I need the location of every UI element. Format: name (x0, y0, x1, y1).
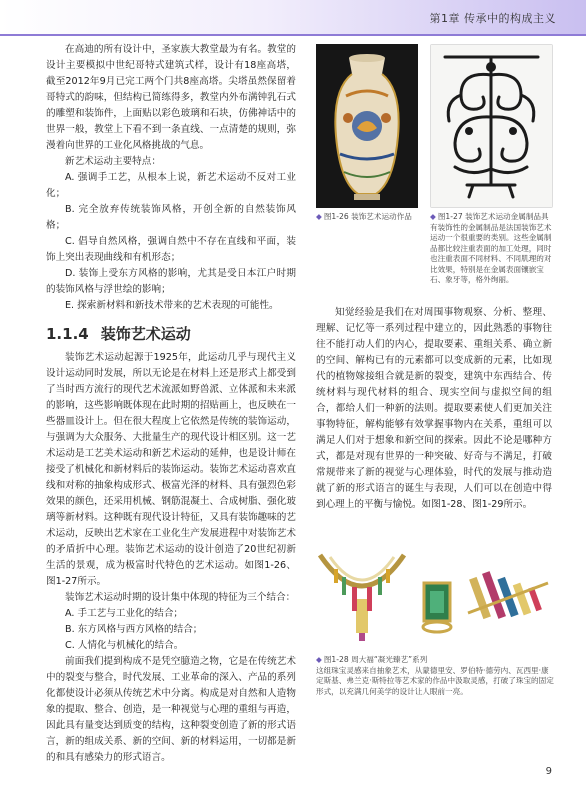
caption-text: 图1-27 装饰艺术运动金属制品具有装饰性的金属制品是法国装饰艺术运动一个很重要的类别。这些金属制品都比较注重表面的加工处理，同时也注重表面不同材料、不同肌理的对比效果，特别是在金属表面镶嵌宝石、象牙等，格外绚丽。 (430, 212, 552, 284)
figure-1-28-jewelry-image (312, 547, 556, 645)
jewelry-illustration (312, 547, 556, 645)
section-title: 装饰艺术运动 (100, 325, 191, 343)
paragraph-perception: 知觉经验是我们在对周围事物观察、分析、整理、理解、记忆等一系列过程中建立的，因此熟悉的事物往往不能打动人们的内心，提取要素、重组关系、确立新的空间、解构已有的元素都可以变成新的元素，比如现代的植物嫁接组合就是新的裂变，建筑中东西结合、传统材料与现代材料的组合、现实空间与虚拟空间的组合，都给人们一种新的法则。提取要素使人们更加关注事物特征，解构能够有效掌握事物内在关系，重组可以满足人们对于想象和新空间的探索。因此不论是哪种方式，都是对现有世界的一种突破、好奇与不满足，打破常规带来了新的视觉与心理体验，时代的发展与推动造就了新的形式语言的诞生与表现，人们可以在创造中得到心理上的平衡与愉悦。如图1-28、图1-29所示。 (316, 307, 552, 510)
caption-description: 这组珠宝灵感来自抽象艺术，从蒙德里安、罗伯特·德劳内、瓦西里·康定斯基、弗兰克·斯特拉等艺术家的作品中汲取灵感，打破了珠宝的固定形式，以充满几何美学的设计让人眼前一亮。 (316, 665, 554, 696)
section-heading (46, 323, 296, 345)
caption-marker-icon: ◆ (316, 212, 322, 221)
feature-item: A. 强调手工艺，从根本上说，新艺术运动不反对工业化； (46, 172, 296, 199)
figure-1-27-metalwork-image (430, 44, 553, 208)
figure-1-28-caption (316, 655, 554, 697)
combo-item: C. 人情化与机械化的结合。 (65, 640, 184, 651)
figure-1-26-caption (316, 212, 426, 223)
chapter-title: 第1章 传承中的构成主义 (429, 12, 556, 25)
combos-title: 装饰艺术运动时期的设计集中体现的特征为三个结合： (65, 592, 296, 603)
right-column (316, 305, 552, 513)
figure-1-26-vase-image (316, 44, 418, 208)
feature-item: E. 探索新材料和新技术带来的艺术表现的可能性。 (65, 300, 279, 311)
paragraph-art-deco: 装饰艺术运动起源于1925年，此运动几乎与现代主义设计运动同时发展，所以无论是在材料上还是形式上都受到了当时西方流行的现代艺术流派如野兽派、立体派和未来派的影响，这些影响既体现在此时期的招贴画上，也反映在一些器皿设计上。但在很大程度上它依然是传统的装饰运动，与强调为大众服务、大批量生产的现代设计相区别。这一艺术运动是工艺美术运动和新艺术运动的延伸，也是设计师在接受了机械化和新材料后的装饰运动。装饰艺术运动喜欢直线和对称的抽象构成形式、极富光泽的材料、具有强烈色彩效果的颜色，还采用机械、钢筋混凝土、合成树脂、强化玻璃等新材料。这种既有现代设计特征，又具有装饰趣味的艺术运动，反映出艺术家在工业化生产发展进程中对装饰艺术的矛盾折中心理。装饰艺术运动的设计创造了20世纪初新生活的景观，成为极富时代特色的艺术运动。如图1-26、图1-27所示。 (46, 352, 296, 587)
caption-title: 图1-28 周大福“凝光臻艺”系列 (323, 655, 428, 664)
section-number: 1.1.4 (46, 325, 89, 343)
caption-marker-icon: ◆ (316, 655, 322, 664)
feature-item: B. 完全放弃传统装饰风格，开创全新的自然装饰风格； (46, 204, 296, 231)
header-divider (0, 34, 586, 36)
caption-marker-icon: ◆ (430, 212, 436, 221)
figure-1-27-caption (430, 212, 554, 286)
caption-text: 图1-26 装饰艺术运动作品 (323, 212, 412, 221)
combo-item: B. 东方风格与西方风格的结合； (65, 624, 203, 635)
feature-item: D. 装饰上受东方风格的影响，尤其是受日本江户时期的装饰风格与浮世绘的影响； (46, 268, 296, 295)
features-title: 新艺术运动主要特点： (65, 156, 161, 167)
combo-item: A. 手工艺与工业化的结合； (65, 608, 184, 619)
left-column (46, 42, 296, 766)
paragraph-constructivism: 前面我们提到构成不是凭空臆造之物，它是在传统艺术中的裂变与整合，时代发展、工业革命的深入、产品的系列化都使设计必须从传统艺术中分离。构成是对自然和人造物象的提取、整合、创造，是一种视觉与心理的重组与再造，因此具有量变达到质变的结构，这种裂变创造了新的形式语言，新的组成关系、新的空间、新的材料运用，一切都是新的和具有感染力的形式语言。 (46, 656, 296, 763)
paragraph-gaudi: 在高迪的所有设计中，圣家族大教堂最为有名。教堂的设计主要模拟中世纪哥特式建筑式样，设计有18座高塔，截至2012年9月已完工两个门共8座高塔。尖塔虽然保留着哥特式的韵味，但结构已简练得多，教堂内外布满钟乳石式的雕塑和装饰件，上面贴以彩色玻璃和石块，仿佛神话中的世界一般，教堂上下看不到一条直线、一点清楚的规则，弥漫着向世界的工业化风格挑战的气息。 (46, 44, 296, 151)
vase-illustration (316, 44, 418, 208)
feature-item: C. 倡导自然风格，强调自然中不存在直线和平面，装饰上突出表现曲线和有机形态； (46, 236, 296, 263)
page-number: 9 (545, 766, 552, 777)
metalwork-illustration (431, 45, 552, 207)
